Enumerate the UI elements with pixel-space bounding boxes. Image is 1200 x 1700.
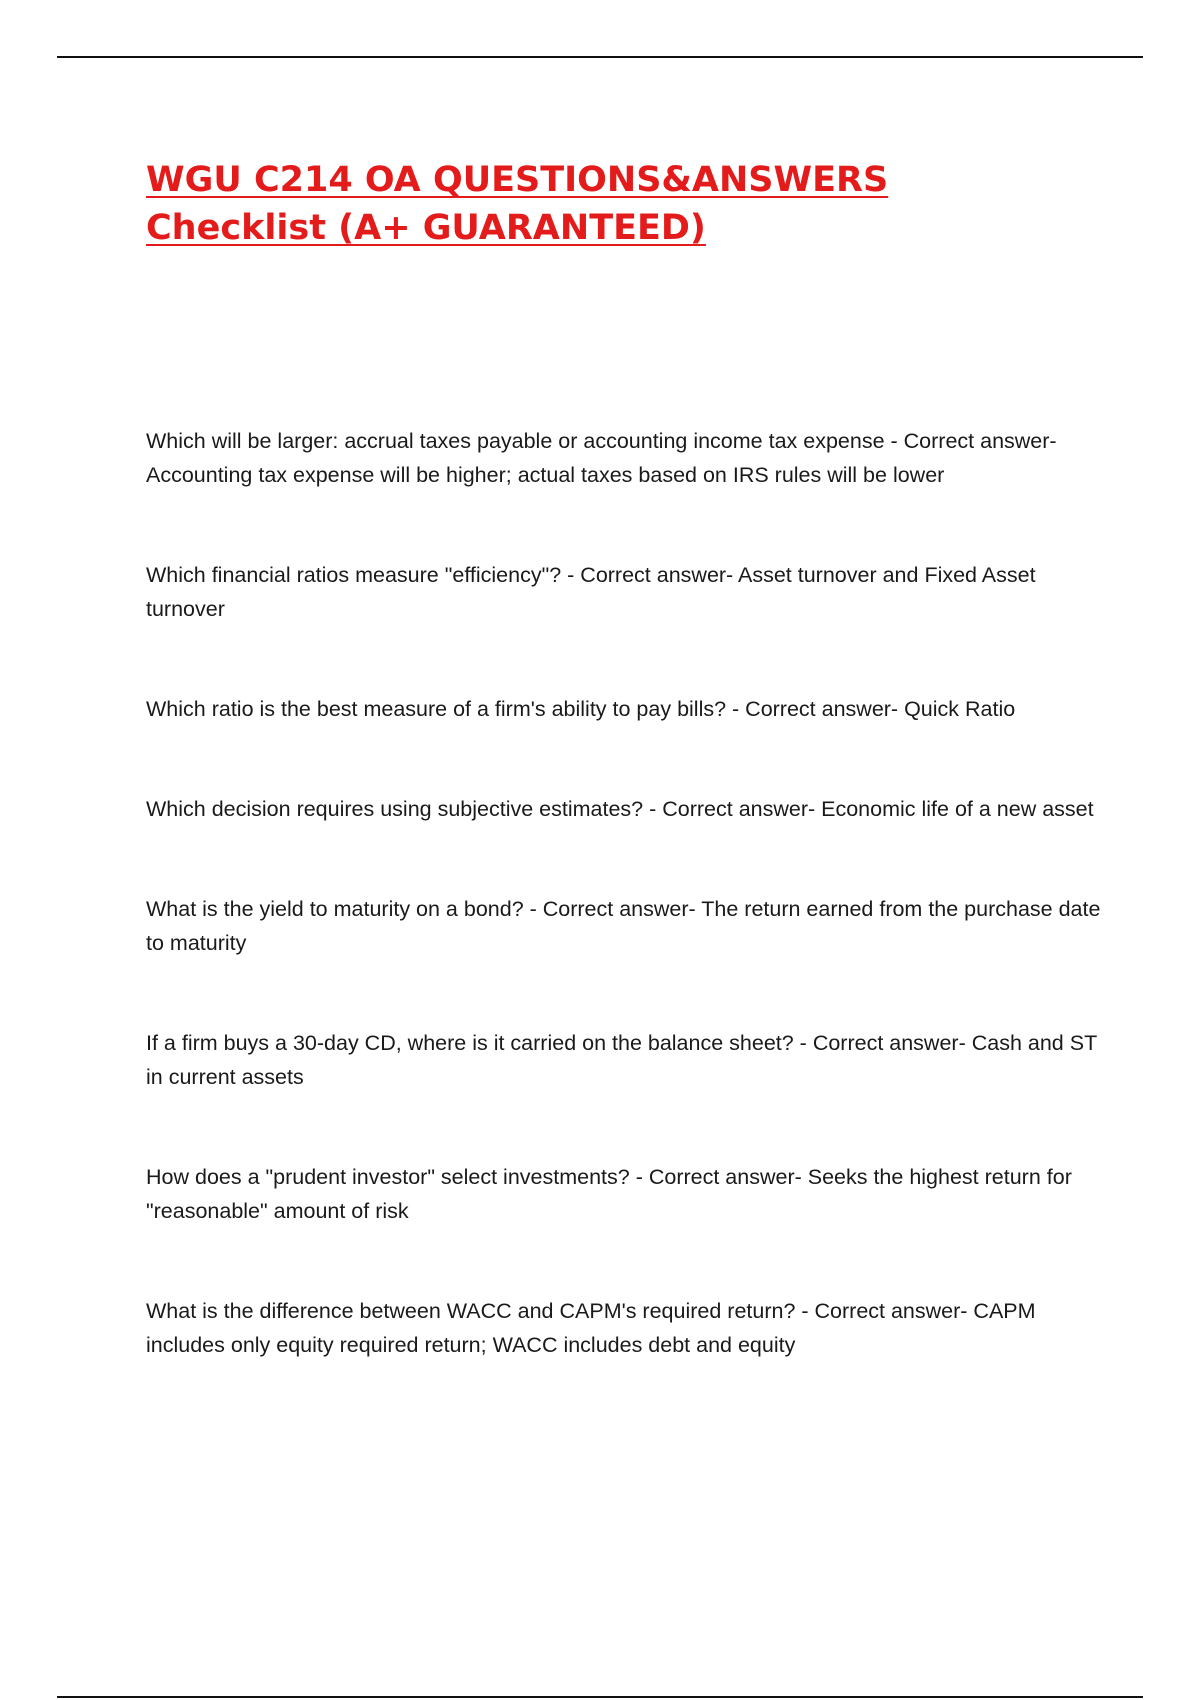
qa-item: Which financial ratios measure "efficiency"? - Correct answer- Asset turnover and Fixed Asset turnover <box>146 563 1036 621</box>
qa-list <box>146 424 1106 1428</box>
bottom-rule <box>57 1696 1143 1698</box>
document-title <box>146 156 1046 252</box>
qa-item: Which will be larger: accrual taxes payable or accounting income tax expense - Correct answer- Accounting tax expense will be higher; actual taxes based on IRS rules will be lower <box>146 429 1057 487</box>
qa-item: How does a "prudent investor" select investments? - Correct answer- Seeks the highest return for "reasonable" amount of risk <box>146 1165 1072 1223</box>
qa-item: Which ratio is the best measure of a firm's ability to pay bills? - Correct answer- Quick Ratio <box>146 697 1016 721</box>
top-rule <box>57 56 1143 58</box>
qa-item: What is the difference between WACC and CAPM's required return? - Correct answer- CAPM includes only equity required return; WACC includes debt and equity <box>146 1299 1036 1357</box>
title-line-2: Checklist (A+ GUARANTEED) <box>146 208 706 248</box>
title-line-1: WGU C214 OA QUESTIONS&ANSWERS <box>146 160 889 200</box>
qa-item: Which decision requires using subjective estimates? - Correct answer- Economic life of a new asset <box>146 797 1094 821</box>
qa-item: If a firm buys a 30-day CD, where is it carried on the balance sheet? - Correct answer- Cash and ST in current assets <box>146 1031 1097 1089</box>
qa-item: What is the yield to maturity on a bond? - Correct answer- The return earned from the purchase date to maturity <box>146 897 1101 955</box>
